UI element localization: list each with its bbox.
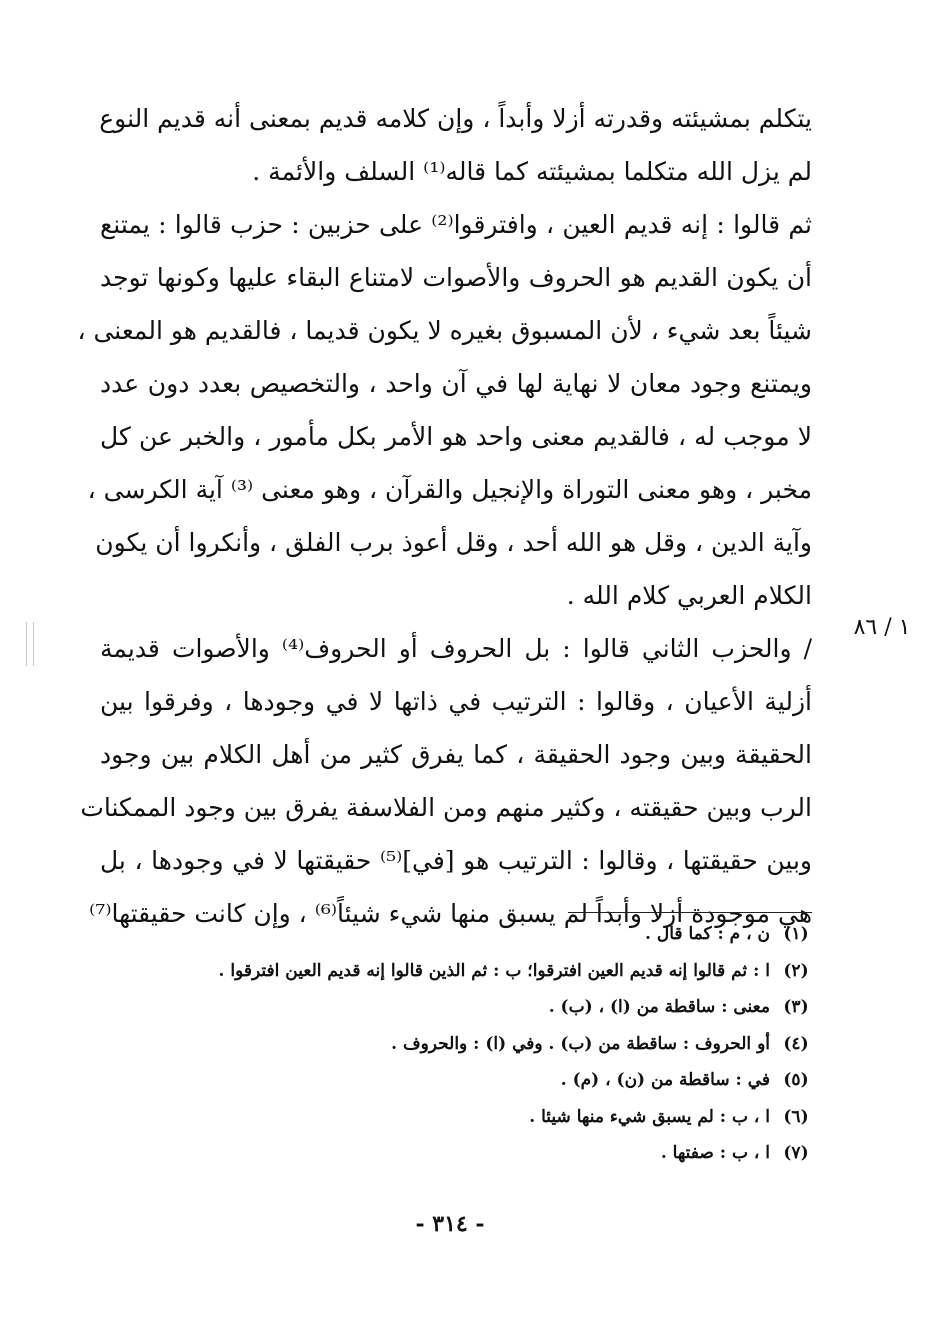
text-line: أزلية الأعيان ، وقالوا : الترتيب في ذاتها لا في وجودها ، وفرقوا بين xyxy=(100,687,812,716)
footnote-number: (٢) xyxy=(783,960,809,981)
text-line: لم يزل الله متكلما بمشيئته كما قاله⁽¹⁾ السلف والأئمة . xyxy=(252,157,812,186)
footnote xyxy=(100,989,812,1026)
page-number: - ٣١٤ - xyxy=(415,1211,485,1237)
footnote-number: (٤) xyxy=(783,1033,809,1054)
text-line: وبين حقيقتها ، وقالوا : الترتيب هو [في]⁽⁵⁾ حقيقتها لا في وجودها ، بل xyxy=(100,846,812,875)
footnote-number: (١) xyxy=(783,924,809,944)
footnote-text: ن ، م : كما قال . xyxy=(645,924,770,944)
footnote xyxy=(100,916,812,953)
footnote xyxy=(100,1099,812,1136)
margin-page-reference: ١ / ٨٦ xyxy=(853,615,911,640)
footnote xyxy=(100,1026,812,1063)
footnote xyxy=(100,1062,812,1099)
text-line: لا موجب له ، فالقديم معنى واحد هو الأمر بكل مأمور ، والخبر عن كل xyxy=(100,422,812,451)
text-line: الكلام العربي كلام الله . xyxy=(566,581,812,610)
text-line: وآية الدين ، وقل هو الله أحد ، وقل أعوذ برب الفلق ، وأنكروا أن يكون xyxy=(95,528,812,557)
text-line: يتكلم بمشيئته وقدرته أزلا وأبداً ، وإن كلامه قديم بمعنى أنه قديم النوع xyxy=(99,104,812,133)
footnotes xyxy=(100,916,812,1172)
footnote-text: أو الحروف : ساقطة من (ب) . وفي (ا) : والحروف . xyxy=(391,1033,770,1054)
footnote-number: (٥) xyxy=(783,1070,809,1090)
footnote-number: (٦) xyxy=(783,1106,809,1127)
margin-rule xyxy=(26,622,34,666)
footnote-text: ا : ثم قالوا إنه قديم العين افترقوا؛ ب : ثم الذين قالوا إنه قديم العين افترقوا . xyxy=(218,960,770,981)
footnote-text: معنى : ساقطة من (ا) ، (ب) . xyxy=(548,997,770,1017)
footnote-separator xyxy=(568,912,812,913)
text-line: شيئاً بعد شيء ، لأن المسبوق بغيره لا يكون قديما ، فالقديم هو المعنى ، xyxy=(77,316,812,345)
text-line: الرب وبين حقيقته ، وكثير منهم ومن الفلاسفة يفرق بين وجود الممكنات xyxy=(80,793,812,822)
text-line: هي موجودة أزلا وأبداً لم يسبق منها شيء شيئاً⁽⁶⁾ ، وإن كانت حقيقتها⁽⁷⁾ xyxy=(89,899,812,928)
text-line: مخبر ، وهو معنى التوراة والإنجيل والقرآن ، وهو معنى ⁽³⁾ آية الكرسى ، xyxy=(87,475,812,504)
text-line: أن يكون القديم هو الحروف والأصوات لامتناع البقاء عليها وكونها توجد xyxy=(100,263,812,292)
text-line: الحقيقة وبين وجود الحقيقة ، كما يفرق كثير من أهل الكلام بين وجود xyxy=(100,740,812,769)
footnote-number: (٧) xyxy=(783,1143,809,1163)
footnote-text: ا ، ب : لم يسبق شيء منها شيئا . xyxy=(529,1106,770,1127)
footnote-text: ا ، ب : صفتها . xyxy=(660,1143,770,1163)
text-line: ثم قالوا : إنه قديم العين ، وافترقوا⁽²⁾ على حزبين : حزب قالوا : يمتنع xyxy=(100,210,812,239)
text-line: / والحزب الثاني قالوا : بل الحروف أو الحروف⁽⁴⁾ والأصوات قديمة xyxy=(100,634,812,663)
footnote-number: (٣) xyxy=(783,997,809,1017)
main-text xyxy=(77,92,812,940)
footnote xyxy=(100,953,812,990)
text-line: ويمتنع وجود معان لا نهاية لها في آن واحد ، والتخصيص بعدد دون عدد xyxy=(100,369,812,398)
footnote-text: في : ساقطة من (ن) ، (م) . xyxy=(560,1070,770,1090)
footnote xyxy=(100,1135,812,1172)
